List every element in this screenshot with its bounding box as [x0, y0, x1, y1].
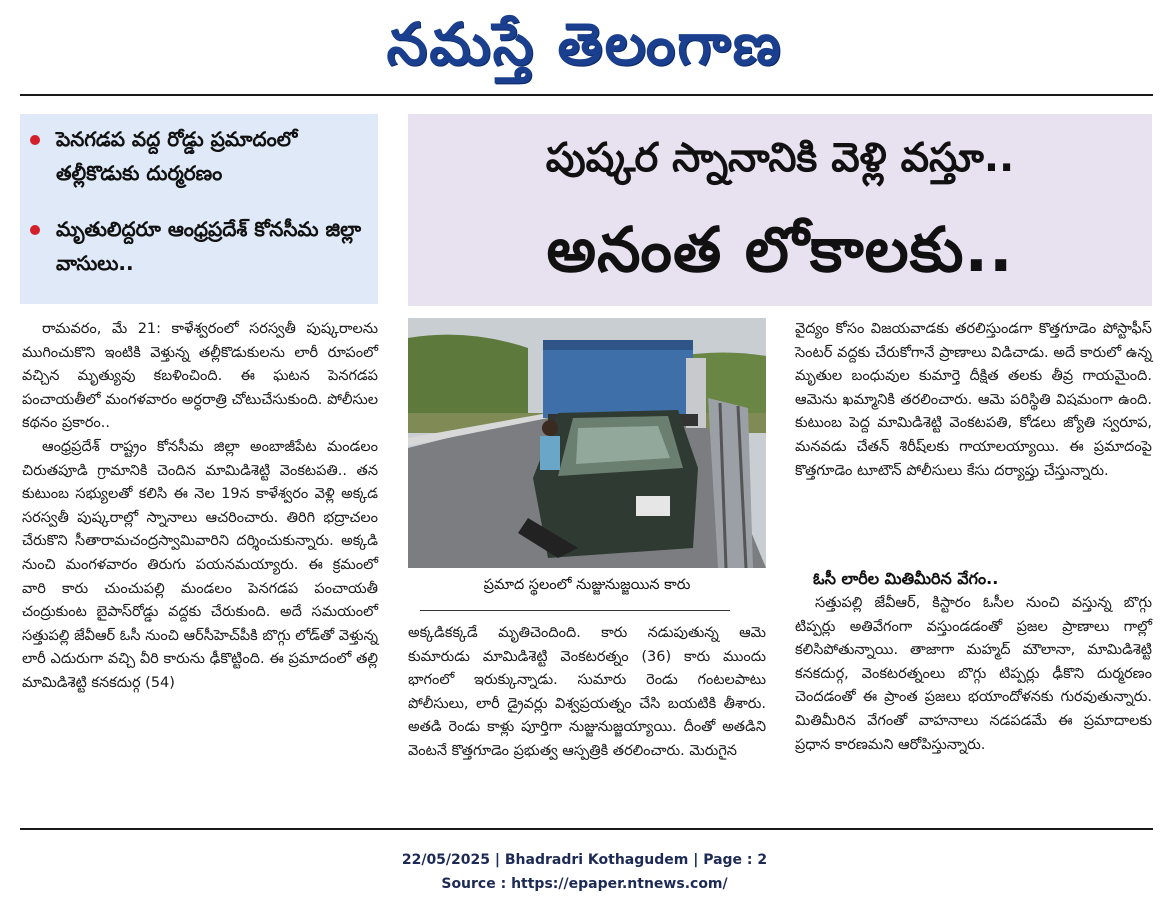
caption-rule [420, 610, 730, 611]
footer-date-line: 22/05/2025 | Bhadradri Kothagudem | Page : 2 [401, 852, 768, 868]
bullet-point [30, 122, 370, 190]
headline-box [408, 114, 1152, 306]
summary-bullets [20, 114, 378, 304]
photo-caption: ప్రమాద స్థలంలో నుజ్జునుజ్జయిన కారు [483, 577, 691, 593]
bullet-dot-icon [30, 225, 40, 235]
bullet-text: మృతులిద్దరూ ఆంధ్రప్రదేశ్ కోనసీమ జిల్లా వాసులు.. [56, 217, 362, 275]
masthead-title: నమస్తే తెలంగాణ [386, 10, 783, 78]
top-rule [20, 94, 1153, 96]
bullet-dot-icon [30, 135, 40, 145]
article-paragraph: ఆంధ్రప్రదేశ్ రాష్ట్రం కోనసీమ జిల్లా అంబాజీపేట మండలం చిరుతపూడి గ్రామానికి చెందిన మామిడిశెట్టి వెంకటపతి.. తన కుటుంబ సభ్యులతో కలిసి ఈ నెల 19న కాళేశ్వరం వెళ్లి అక్కడ సరస్వతీ పుష్కరాల్లో స్నానాలు ఆచరించారు. తిరిగి భద్రాచలం చేరుకొని సీతారామచంద్రస్వామివారిని దర్శించుకున్నారు. అక్కడి నుంచి మంగళవారం తిరుగు పయనమయ్యారు. ఈ క్రమంలో వారి కారు చుంచుపల్లి మండలం పెనగడప పంచాయతీ చంద్రుకుంట బైపాస్‌రోడ్డు వద్దకు చేరుకుంది. అదే సమయంలో సత్తుపల్లి జేవీఆర్ ఓసీ నుంచి ఆర్‌సీహెచ్‌పీకి బొగ్గు లోడ్‌తో వెళ్తున్న లారీ ఎదురుగా వచ్చి వీరి కారును ఢీకొట్టింది. ఈ ప్రమాదంలో తల్లి మామిడిశెట్టి కనకదుర్గ (54) [22, 438, 378, 691]
article-paragraph: అక్కడికక్కడే మృతిచెందింది. కారు నడుపుతున్న ఆమె కుమారుడు మామిడిశెట్టి వెంకటరత్నం (36) కారు ముందు భాగంలో ఇరుక్కున్నాడు. సుమారు రెండు గంటలపాటు పోలీసులు, లారీ డ్రైవర్లు విశ్వప్రయత్నం చేసి బయటికి తీశారు. అతడి రెండు కాళ్లు పూర్తిగా నుజ్జునుజ్జయ్యాయి. దీంతో అతడిని వెంటనే కొత్తగూడెం ప్రభుత్వ ఆస్పత్రికి తరలించారు. మెరుగైన [408, 625, 766, 759]
headline-main: అనంత లోకాలకు.. [546, 213, 1014, 286]
article-column-2 [408, 622, 766, 818]
bullet-point [30, 212, 370, 280]
article-paragraph: సత్తుపల్లి జేవీఆర్, కిస్టారం ఓసీల నుంచి వస్తున్న బొగ్గు టిప్పర్లు అతివేగంగా వస్తుండడంతో ప్రజల ప్రాణాలు గాల్లో కలిసిపోతున్నాయి. తాజాగా మహ్మద్ మౌలానా, మామిడిశెట్టి కనకదుర్గ, వెంకటరత్నంలు బొగ్గు టిప్పర్లు ఢీకొని దుర్మరణం చెందడంతో ఈ ప్రాంత ప్రజలు భయాందోళనకు గురవుతున్నారు. మితిమీరిన వేగంతో వాహనాలు నడపడమే ఈ ప్రమాదాలకు ప్రధాన కారణమని ఆరోపిస్తున్నారు. [795, 595, 1152, 753]
article-column-1 [22, 318, 378, 818]
article-paragraph: రామవరం, మే 21: కాళేశ్వరంలో సరస్వతీ పుష్కరాలను ముగించుకొని ఇంటికి వెళ్తున్న తల్లీకొడుకులను లారీ రూపంలో వచ్చిన మృత్యువు కబళించింది. ఈ ఘటన పెనగడప పంచాయతీలో మంగళవారం అర్ధరాత్రి చోటుచేసుకుంది. పోలీసుల కథనం ప్రకారం.. [22, 321, 378, 432]
article-subheading: ఓసీ లారీల మితిమీరిన వేగం.. [813, 569, 999, 588]
footer-source-line: Source : https://epaper.ntnews.com/ [441, 876, 728, 892]
headline-kicker: పుష్కర స్నానానికి వెళ్లి వస్తూ.. [545, 135, 1015, 181]
accident-photo [408, 318, 766, 568]
article-column-3-continued [795, 592, 1152, 818]
masthead-logo [0, 4, 1169, 84]
bullet-text: పెనగడప వద్ద రోడ్డు ప్రమాదంలో తల్లీకొడుకు దుర్మరణం [56, 127, 298, 185]
bottom-rule [20, 828, 1153, 830]
article-column-3 [795, 318, 1152, 566]
article-paragraph: వైద్యం కోసం విజయవాడకు తరలిస్తుండగా కొత్తగూడెం పోస్టాఫీస్ సెంటర్ వద్దకు చేరుకోగానే ప్రాణాలు విడిచాడు. అదే కారులో ఉన్న మృతుల బంధువుల కుమార్తె దీక్షిత తలకు తీవ్ర గాయమైంది. ఆమెను ఖమ్మానికి తరలించారు. ఆమె పరిస్థితి విషమంగా ఉంది. కుటుంబ పెద్ద మామిడిశెట్టి వెంకటపతి, కోడలు జ్యోతి స్వరూప, మనవడు చేతన్ శిరీష్‌లకు గాయాలయ్యాయి. ఈ ప్రమాదంపై కొత్తగూడెం టూటౌన్ పోలీసులు కేసు దర్యాప్తు చేస్తున్నారు. [795, 321, 1152, 479]
crashed-car-image [408, 318, 766, 568]
